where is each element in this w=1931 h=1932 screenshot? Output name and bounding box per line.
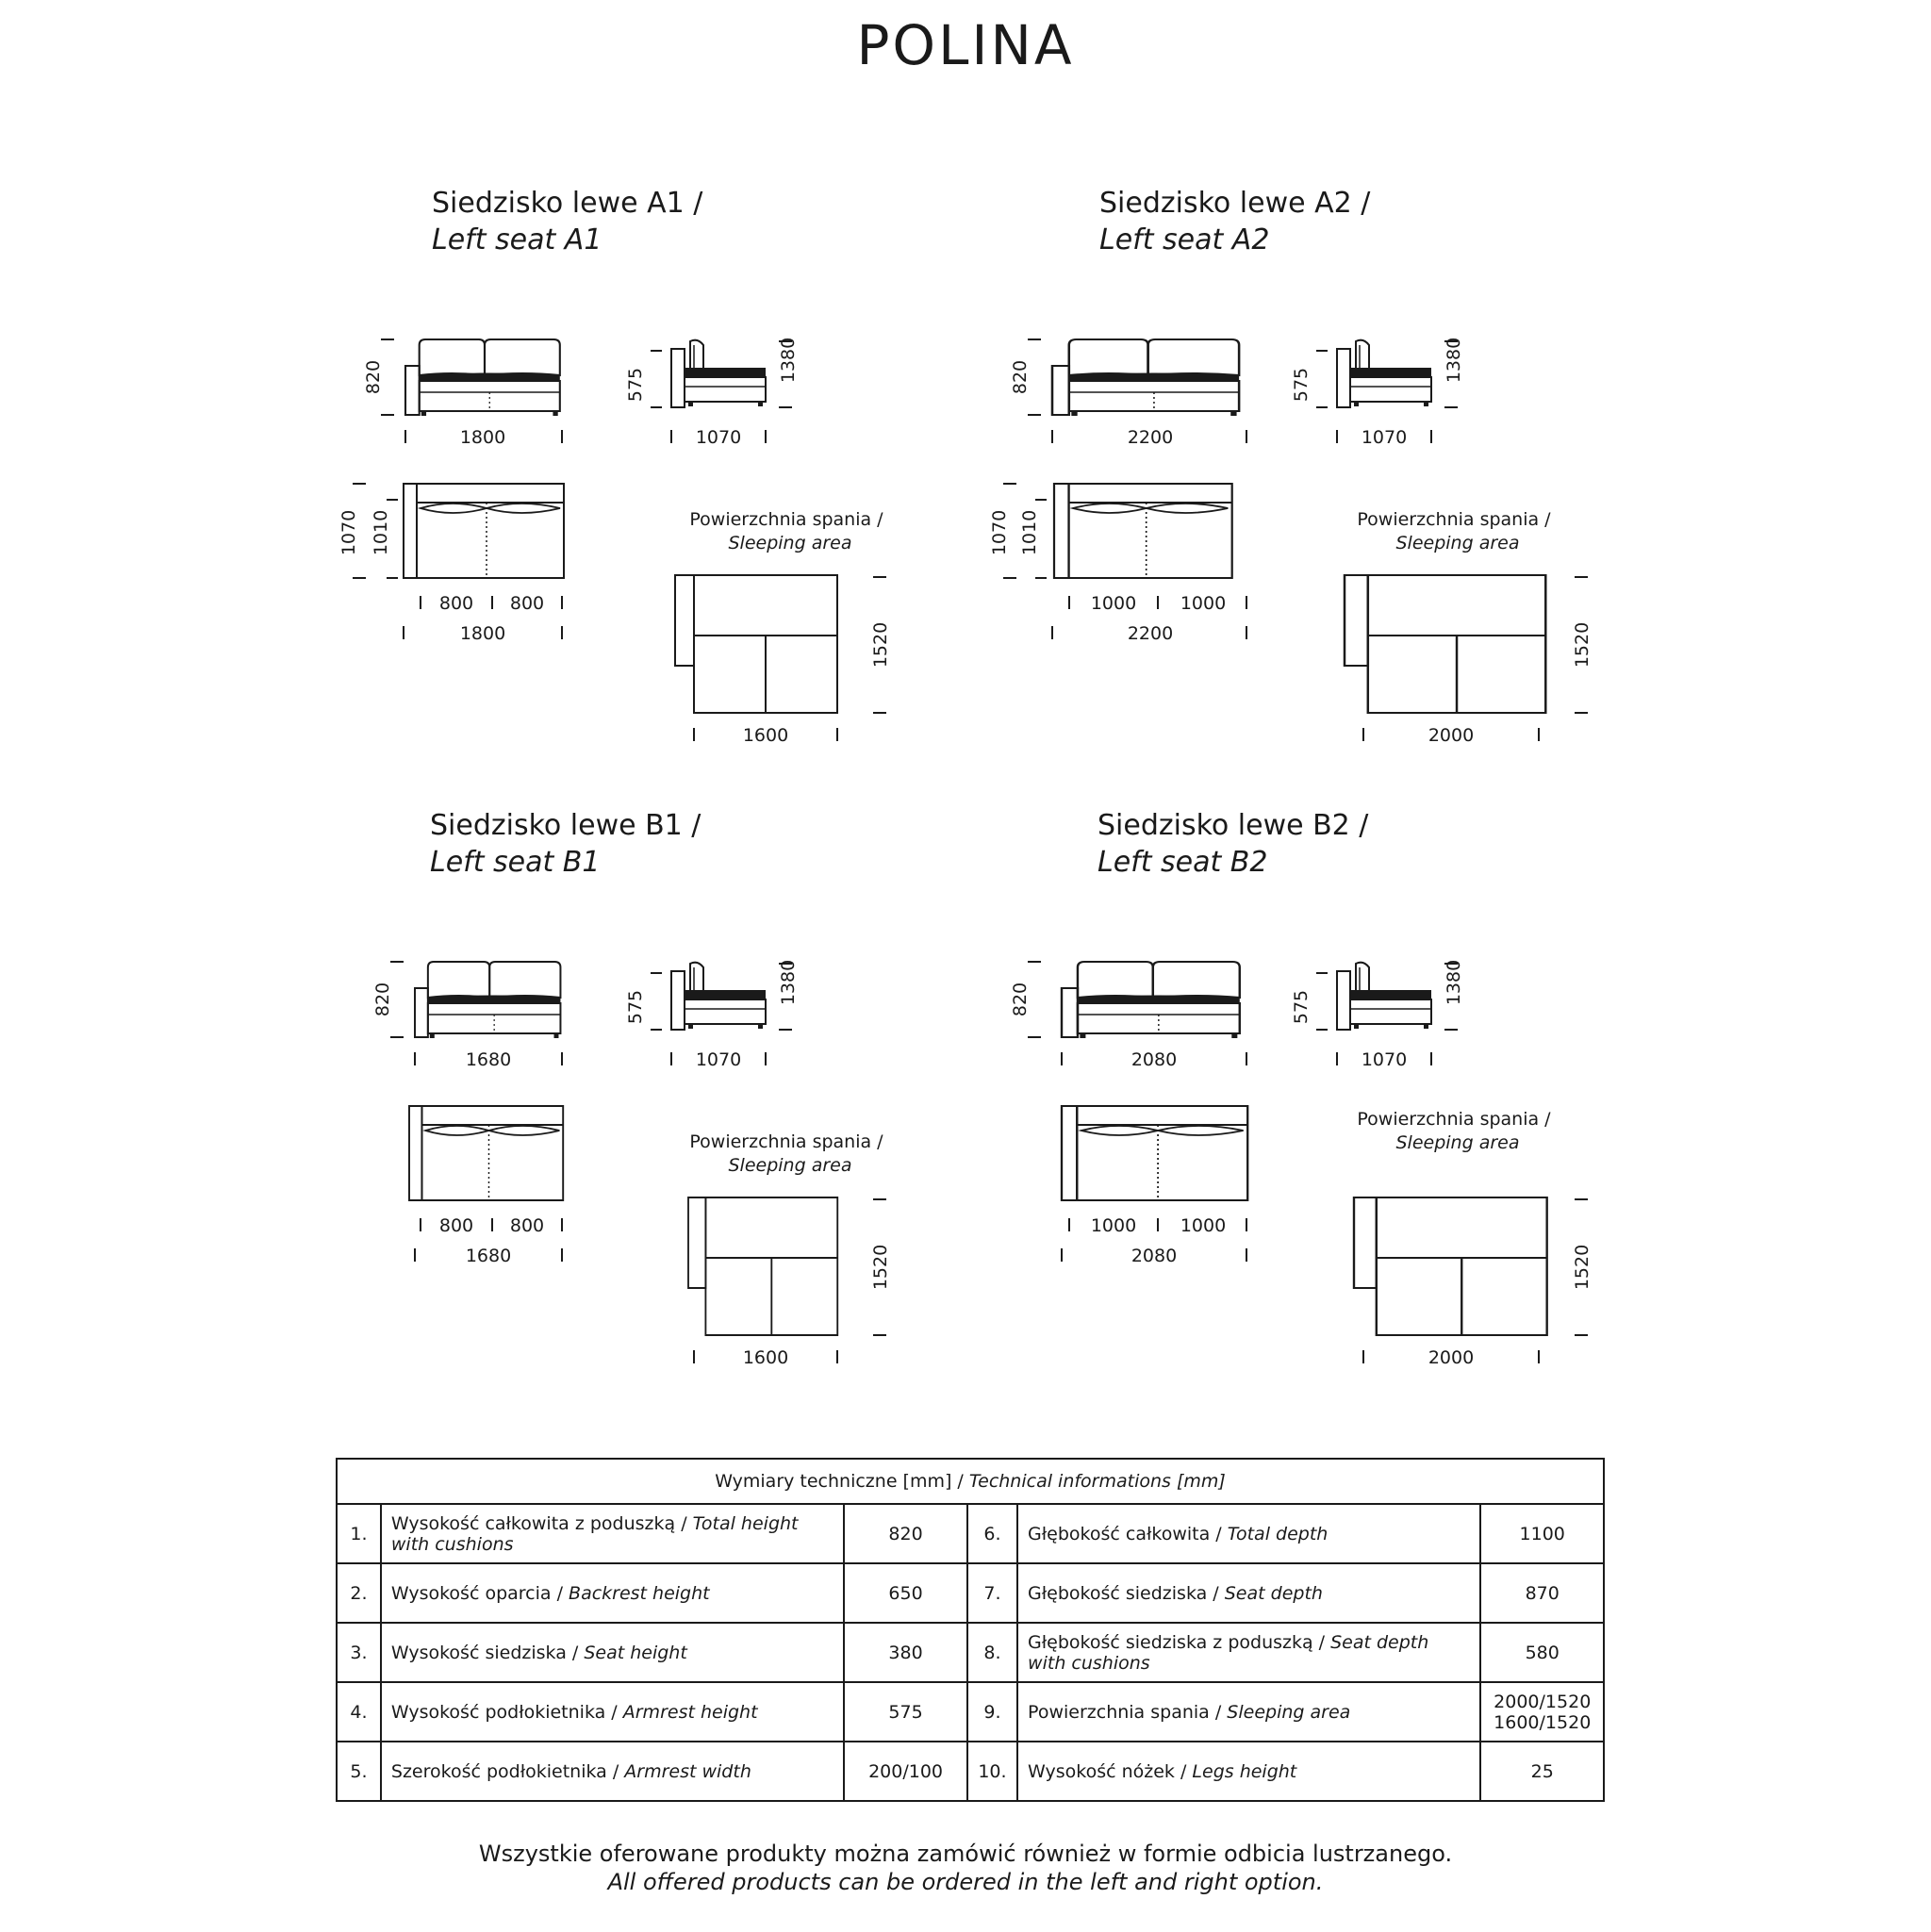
label-pl: Powierzchnia spania / <box>1028 1701 1228 1723</box>
plan-view <box>404 484 564 578</box>
depth-seat-label: 1010 <box>371 509 391 556</box>
row-value: 25 <box>1480 1742 1604 1801</box>
row-value: 650 <box>844 1563 967 1623</box>
plan-width-label: 2200 <box>1127 623 1174 644</box>
front-view <box>415 962 560 1038</box>
back-label: 1380 <box>1444 959 1464 1006</box>
side-view <box>1337 340 1431 407</box>
row-value: 820 <box>844 1504 967 1563</box>
label-en: Seat depth <box>1224 1582 1323 1604</box>
module1-label: 800 <box>438 593 474 614</box>
depth-seat-label: 1010 <box>1019 509 1040 556</box>
module1-label: 800 <box>438 1215 474 1236</box>
back-label: 1380 <box>778 959 799 1006</box>
row-label <box>1017 1563 1480 1623</box>
plan-view <box>1054 484 1232 578</box>
label-pl: Szerokość podłokietnika / <box>390 1760 625 1782</box>
armrest-label: 575 <box>625 989 646 1025</box>
label-pl: Wysokość oparcia / <box>390 1582 569 1604</box>
height-label: 820 <box>372 982 393 1017</box>
front-view <box>1052 339 1239 416</box>
label-pl: Głębokość siedziska z poduszką / <box>1028 1631 1331 1653</box>
front-width-label: 2080 <box>1131 1049 1178 1070</box>
side-depth-label: 1070 <box>1361 427 1408 448</box>
label-pl: Głębokość całkowita / <box>1028 1523 1228 1544</box>
table-row <box>337 1623 1604 1682</box>
sleep-label-en: Sleeping area <box>728 1155 852 1176</box>
row-value: 380 <box>844 1623 967 1682</box>
height-label: 820 <box>1010 982 1031 1017</box>
height-label: 820 <box>363 359 384 395</box>
side-depth-label: 1070 <box>695 427 742 448</box>
technical-table <box>336 1458 1605 1802</box>
section-title-en: Left seat A2 <box>1099 223 1270 256</box>
sleeping-area-view <box>675 575 837 713</box>
sleeping-area-view <box>688 1197 837 1335</box>
side-view <box>671 963 766 1030</box>
row-label <box>381 1623 844 1682</box>
label-en: Seat height <box>584 1642 687 1663</box>
sleep-label-pl: Powierzchnia spania / <box>1357 509 1551 530</box>
side-view <box>1337 963 1431 1030</box>
row-label <box>1017 1682 1480 1742</box>
front-view <box>1062 962 1240 1038</box>
sleep-label-en: Sleeping area <box>728 533 852 553</box>
side-depth-label: 1070 <box>1361 1049 1408 1070</box>
sleep-width-label: 2000 <box>1428 725 1475 746</box>
label-en: Legs height <box>1192 1760 1297 1782</box>
row-number: 5. <box>337 1742 381 1801</box>
sleep-label-en: Sleeping area <box>1395 1132 1520 1153</box>
row-label <box>1017 1504 1480 1563</box>
label-en: Sleeping area <box>1227 1701 1351 1723</box>
sleeping-area-view <box>1354 1197 1547 1335</box>
section-title-pl: Siedzisko lewe A1 / <box>432 187 703 220</box>
label-pl: Wysokość siedziska / <box>390 1642 585 1663</box>
armrest-label: 575 <box>1291 989 1312 1025</box>
sleep-width-label: 1600 <box>742 1347 789 1368</box>
row-number: 2. <box>337 1563 381 1623</box>
label-pl: Wysokość całkowita z poduszką / <box>390 1512 693 1534</box>
row-label <box>1017 1742 1480 1801</box>
row-number: 3. <box>337 1623 381 1682</box>
module1-label: 1000 <box>1090 593 1137 614</box>
depth-total-label: 1070 <box>989 509 1010 556</box>
sleep-height-label: 1520 <box>1572 621 1593 669</box>
sleep-height-label: 1520 <box>870 1244 891 1291</box>
table-row <box>337 1742 1604 1801</box>
label-pl: Wysokość nóżek / <box>1028 1760 1193 1782</box>
label-en: Total height with cushions <box>390 1512 799 1555</box>
table-header-pl: Wymiary techniczne [mm] / <box>715 1471 969 1492</box>
footer-note <box>0 1840 1931 1896</box>
sleep-label-pl: Powierzchnia spania / <box>689 1131 883 1152</box>
table-header-en: Technical informations [mm] <box>968 1471 1226 1492</box>
module2-label: 1000 <box>1180 593 1227 614</box>
plan-view <box>1062 1106 1247 1200</box>
side-depth-label: 1070 <box>695 1049 742 1070</box>
sleep-height-label: 1520 <box>1572 1244 1593 1291</box>
row-number: 6. <box>967 1504 1017 1563</box>
armrest-label: 575 <box>1291 367 1312 403</box>
section-title-en: Left seat A1 <box>432 223 602 256</box>
row-label <box>1017 1623 1480 1682</box>
row-label <box>381 1563 844 1623</box>
label-pl: Głębokość siedziska / <box>1028 1582 1225 1604</box>
row-label <box>381 1682 844 1742</box>
front-view <box>405 339 560 416</box>
module2-label: 800 <box>509 593 545 614</box>
section-title-en: Left seat B2 <box>1098 846 1268 879</box>
sleep-width-label: 2000 <box>1428 1347 1475 1368</box>
sleep-width-label: 1600 <box>742 725 789 746</box>
row-number: 10. <box>967 1742 1017 1801</box>
diagram-b2 <box>1010 960 1593 1368</box>
row-number: 7. <box>967 1563 1017 1623</box>
diagram-a1 <box>338 338 891 746</box>
row-label <box>381 1504 844 1563</box>
row-value: 580 <box>1480 1623 1604 1682</box>
table-header-row <box>337 1459 1604 1504</box>
row-value: 870 <box>1480 1563 1604 1623</box>
row-number: 4. <box>337 1682 381 1742</box>
section-title-pl: Siedzisko lewe A2 / <box>1099 187 1371 220</box>
section-title-en: Left seat B1 <box>430 846 601 879</box>
sleep-label-pl: Powierzchnia spania / <box>1357 1109 1551 1130</box>
front-width-label: 1800 <box>459 427 506 448</box>
label-pl: Wysokość podłokietnika / <box>390 1701 623 1723</box>
row-value: 575 <box>844 1682 967 1742</box>
front-width-label: 2200 <box>1127 427 1174 448</box>
module2-label: 1000 <box>1180 1215 1227 1236</box>
module2-label: 800 <box>509 1215 545 1236</box>
plan-width-label: 1800 <box>459 623 506 644</box>
row-value: 1100 <box>1480 1504 1604 1563</box>
table-header <box>337 1459 1604 1504</box>
table-row <box>337 1504 1604 1563</box>
table-row <box>337 1682 1604 1742</box>
diagram-b1 <box>372 960 891 1368</box>
label-en: Seat depth with cushions <box>1028 1631 1429 1674</box>
side-view <box>671 340 766 407</box>
row-label <box>381 1742 844 1801</box>
plan-view <box>409 1106 563 1200</box>
label-en: Armrest width <box>624 1760 751 1782</box>
diagram-a2 <box>989 338 1593 746</box>
back-label: 1380 <box>1444 337 1464 384</box>
module1-label: 1000 <box>1090 1215 1137 1236</box>
value-line: 2000/1520 <box>1494 1691 1592 1712</box>
label-en: Armrest height <box>622 1701 758 1723</box>
depth-total-label: 1070 <box>338 509 359 556</box>
footer-en: All offered products can be ordered in the left and right option. <box>607 1869 1324 1895</box>
value-line: 1600/1520 <box>1494 1711 1592 1733</box>
plan-width-label: 2080 <box>1131 1246 1178 1266</box>
row-value: 200/100 <box>844 1742 967 1801</box>
label-en: Backrest height <box>569 1582 710 1604</box>
sleeping-area-view <box>1345 575 1545 713</box>
row-number: 9. <box>967 1682 1017 1742</box>
table-row <box>337 1563 1604 1623</box>
section-title-pl: Siedzisko lewe B1 / <box>430 809 701 842</box>
sleep-label-pl: Powierzchnia spania / <box>689 509 883 530</box>
row-number: 1. <box>337 1504 381 1563</box>
page-title: POLINA <box>856 13 1075 77</box>
section-title-pl: Siedzisko lewe B2 / <box>1098 809 1369 842</box>
label-en: Total depth <box>1227 1523 1329 1544</box>
front-width-label: 1680 <box>465 1049 512 1070</box>
height-label: 820 <box>1010 359 1031 395</box>
footer-pl: Wszystkie oferowane produkty można zamówić również w formie odbicia lustrzanego. <box>478 1841 1453 1867</box>
row-value <box>1480 1682 1604 1742</box>
plan-width-label: 1680 <box>465 1246 512 1266</box>
sleep-height-label: 1520 <box>870 621 891 669</box>
back-label: 1380 <box>778 337 799 384</box>
armrest-label: 575 <box>625 367 646 403</box>
sleep-label-en: Sleeping area <box>1395 533 1520 553</box>
row-number: 8. <box>967 1623 1017 1682</box>
